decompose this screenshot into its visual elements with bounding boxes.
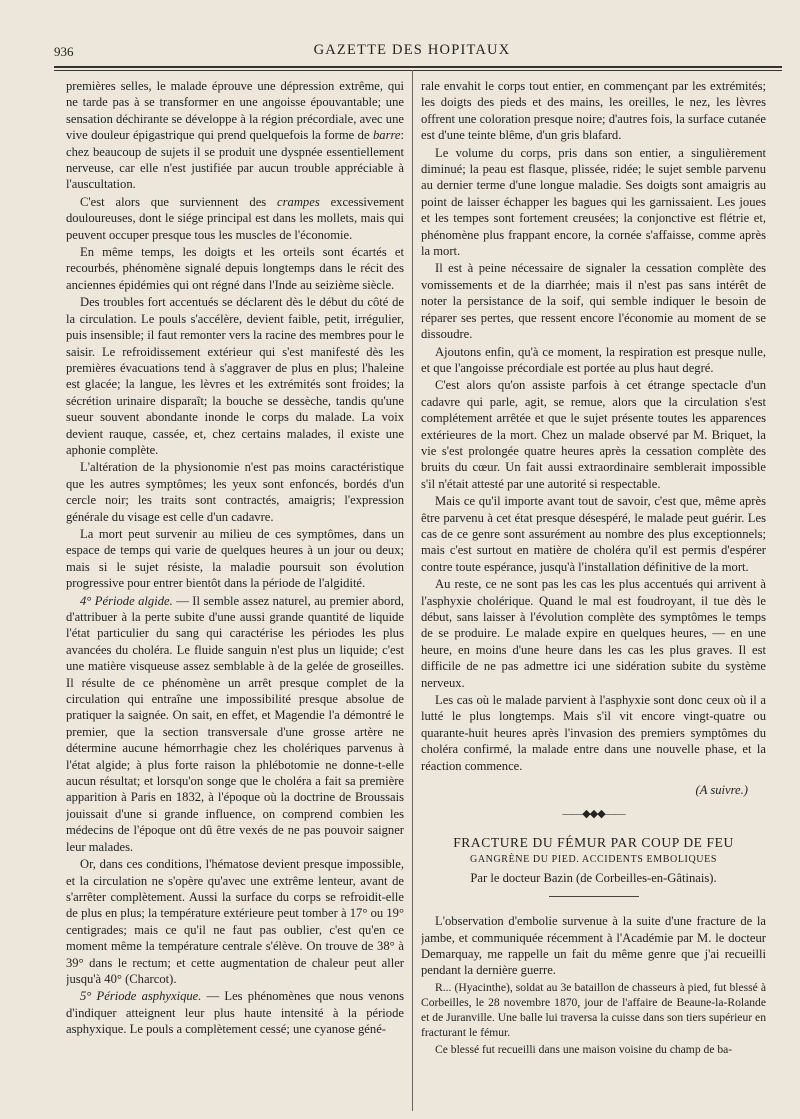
paragraph: Ajoutons enfin, qu'à ce moment, la respiration est presque nulle, et que l'angoisse précordiale est portée au plus haut degré. bbox=[421, 344, 766, 375]
to-be-continued: (A suivre.) bbox=[695, 783, 748, 798]
paragraph: rale envahit le corps tout entier, en commençant par les extrémités; les doigts des pieds et des mains, les oreilles, le nez, les lèvres offrent une coloration presque noire; d'autres fois, la surface cutanée est d'une teinte blême, d'un gris blafard. bbox=[421, 79, 766, 143]
article-rule bbox=[549, 896, 639, 897]
article-author: Par le docteur Bazin (de Corbeilles-en-Gâtinais). bbox=[470, 870, 717, 885]
paragraph: 5° Période asphyxique. — Les phénomènes que nous venons d'indiquer atteignent leur plus haute intensité à la période asphyxique. Le pouls a complètement cessé; une cyanose géné- bbox=[66, 989, 404, 1037]
paragraph: La mort peut survenir au milieu de ces symptômes, dans un espace de temps qui varie de quelques heures à un jour ou deux; mais si le sujet résiste, la maladie poursuit son évolution progressive pour entrer bientôt dans la période de l'algidité. bbox=[66, 526, 404, 591]
paragraph: premières selles, le malade éprouve une dépression extrême, qui ne tarde pas à se transformer en une angoisse épouvantable; une sensation déchirante se développe à la région précordiale, avec une vive douleur épigastrique qui prend quelquefois la forme de barre: chez beaucoup de sujets il se produit une dyspnée essentiellement nerveuse, car elle n'est justifiée par aucun trouble appréciable à l'auscultation. bbox=[66, 79, 404, 192]
paragraph: Au reste, ce ne sont pas les cas les plus accentués qui arrivent à l'asphyxie cholérique. Quand le mal est foudroyant, il tue dès le début, sans laisser à l'évolution complète des symptômes le temps de se produire. Le malade expire en quelques heures, — en une heure, en moins d'une heure dans les cas les plus graves. Il est difficile de ne pas admettre ici une sidération subite du système nerveux. bbox=[421, 577, 766, 690]
paragraph: Les cas où le malade parvient à l'asphyxie sont donc ceux où il a lutté le plus longtemps. Mais s'il vit encore vingt-quatre ou quarante-huit heures après l'invasion des premiers symptômes du choléra confirmé, la malade entre dans une nouvelle phase, et la réaction commence. bbox=[421, 693, 766, 773]
paragraph: Il est à peine nécessaire de signaler la cessation complète des vomissements et de la diarrhée; mais il n'est pas sans intérêt de noter la persistance de la soif, qui semble indiquer le besoin de réparer ses pertes, que ressent encore l'économie au moment de se dissoudre. bbox=[421, 261, 766, 342]
paragraph: R... (Hyacinthe), soldat au 3e bataillon de chasseurs à pied, fut blessé à Corbeilles, le 28 novembre 1870, jour de l'affaire de Beaune-la-Rolande et de Juranville. Une balle lui traversa la cuisse dans son tiers supérieur en fracturant le fémur. bbox=[421, 980, 766, 1040]
paragraph: Mais ce qu'il importe avant tout de savoir, c'est que, même après être parvenu à cet état presque désespéré, le malade peut guérir. Les cas de ce genre sont assurément au nombre des plus exceptionnels; mais c'est surtout en matière de choléra qu'il est permis d'espérer contre toute espérance, jusqu'à l'installation définitive de la mort. bbox=[421, 494, 766, 574]
right-column bbox=[421, 78, 766, 1111]
paragraph: Or, dans ces conditions, l'hématose devient presque impossible, et la circulation ne s'opère qu'avec une extrême lenteur, avant de s'arrêter complètement. Aussi la surface du corps se refroidit-elle de plus en plus; la température extérieure peut tomber à 17° ou 19° centigrades; mais ce qu'il ne faut pas oublier, c'est qu'en ce moment même la température centrale s'élève. On trouve de 38° à 39° dans le rectum; et cette augmentation de chaleur peut aller jusqu'à 40° (Charcot). bbox=[66, 857, 404, 986]
journal-title: GAZETTE DES HOPITAUX bbox=[313, 42, 511, 58]
paragraph: En même temps, les doigts et les orteils sont écartés et recourbés, phénomène signalé depuis longtemps dans le récit des anciennes épidémies qui ont régné dans l'Inde au seizième siècle. bbox=[66, 245, 404, 292]
article-subtitle: GANGRÈNE DU PIED. ACCIDENTS EMBOLIQUES bbox=[470, 854, 717, 866]
paragraph: C'est alors qu'on assiste parfois à cet étrange spectacle d'un cadavre qui parle, agit, se remue, alors que la circulation s'est complétement arrêtée et que le sujet présente toutes les apparences extérieures de la mort. Chez un malade observé par M. Briquet, la vie s'est prolongée quatre heures après la cessation complète des bruits du cœur. Un fait aussi extraordinaire semblerait impossible s'il n'était attesté par une autorité si respectable. bbox=[421, 378, 766, 491]
paragraph: Ce blessé fut recueilli dans une maison voisine du champ de ba- bbox=[435, 1042, 733, 1056]
page-header bbox=[54, 40, 770, 66]
left-column bbox=[66, 78, 404, 1111]
paragraph: 4° Période algide. — Il semble assez naturel, au premier abord, d'attribuer à la perte subite d'une aussi grande quantité de liquide l'état particulier du sang qui caractérise les périodes les plus avancées du choléra. Le fluide sanguin n'est plus un liquide; c'est une matière visqueuse assez semblable à de la gelée de groseilles. Il résulte de ce phénomène un arrêt presque complet de la circulation qui entraîne une impossibilité presque absolue de pratiquer la saignée. On sait, en effet, et Magendie l'a démontré le premier, que la section transversale d'une grosse artère ne détermine aucune hémorrhagie chez les cholériques parvenus à l'état algide; à plus forte raison la phlébotomie ne donne-t-elle aucun résultat; et lorsqu'on songe que le choléra a fait sa première apparition à Paris en 1832, à l'époque où la doctrine de Broussais jouissait d'une si grande influence, on comprend combien les médecins de l'époque ont dû être vexés de ne pas pouvoir saigner leur malades. bbox=[66, 593, 404, 854]
paragraph: Le volume du corps, pris dans son entier, a singulièrement diminué; la peau est flasque, plissée, ridée; le sujet semble parvenu au dernier terme d'une longue maladie. Ses doigts sont amaigris au point de laisser échapper les bagues qui les garnissaient. Les joues et les tempes sont fortement creusées; la conjonctive est flétrie et, phénomène plus frappant encore, la cornée s'affaisse, comme après la mort. bbox=[421, 145, 766, 259]
paragraph: Des troubles fort accentués se déclarent dès le début du côté de la circulation. Le pouls s'accélère, devient faible, petit, irrégulier, puis insensible; il faut remonter vers la racine des membres pour le saisir. Le refroidissement extérieur qui s'est manifesté dès les premières évacuations tend à s'aggraver de plus en plus; l'haleine est glacée; la langue, les lèvres et les extrémités sont froides; la sécrétion urinaire disparaît; la bouche se dessèche, tandis qu'une sueur souvent abondante inonde le corps du malade. La voix devient rauque, cassée, et, chez certains malades, il existe une aphonie complète. bbox=[66, 295, 404, 457]
ornament-divider: ——◆◆◆—— bbox=[562, 808, 625, 821]
paragraph: L'altération de la physionomie n'est pas moins caractéristique que les autres symptômes; les yeux sont enfoncés, bordés d'un cercle noir; les traits sont contractés, amaigris; l'expression générale du visage est celle d'un cadavre. bbox=[66, 460, 404, 524]
column-divider bbox=[412, 70, 413, 1111]
article-title: FRACTURE DU FÉMUR PAR COUP DE FEU bbox=[453, 834, 734, 850]
paragraph: L'observation d'embolie survenue à la suite d'une fracture de la jambe, et communiquée récemment à l'Académie par M. le docteur Demarquay, me rappelle un fait du même genre que j'ai recueilli pendant la dernière guerre. bbox=[421, 914, 766, 978]
page-number: 936 bbox=[54, 44, 74, 59]
header-rule bbox=[54, 66, 782, 71]
paragraph: C'est alors que surviennent des crampes excessivement douloureuses, dont le siége principal est dans les mollets, mais qui peuvent occuper presque tous les muscles de l'économie. bbox=[66, 194, 404, 242]
